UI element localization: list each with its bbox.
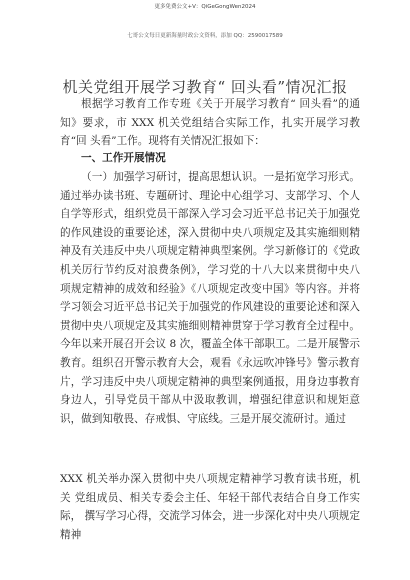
section-heading: 一、工作开展情况 [81,152,166,164]
intro-paragraph: 根据学习教育工作专班《关于开展学习教育“ 回头看”的通知》要求，市 XXX 机关党组结合实际工作，扎实开展学习教育“回 头看”工作。现将有关情况汇报如下： [60,98,360,148]
watermark-header: 更多免费公文+V：QiGeGongWen2024 [154,4,256,10]
document-title: 机关党组开展学习教育“ 回头看”情况汇报 [62,78,348,96]
notice-line: 七哥公文每日更新海量时政公文资料，添加 QQ：2590017589 [127,33,283,39]
body-paragraph: （一）加强学习研讨，提高思想认识。一是拓宽学习形式。通过举办读书班、专题研讨、理论中心组学习、支部学习、个人自学等形式，组织党员干部深入学习会习近平总书记关于加强党的作风建设的重要论述，深入贯彻中央八项规定及其实施细则精神及有关违反中央八项规定精神典型案例。学习新修订的《党政机关厉行节约反对浪费条例》，学习党的十八大以来贯彻中央八项规定精神的成效和经验》《八项规定改变中国》等内容。并将学习领会习近平总书记关于加强党的作风建设的重要论述和深入贯彻中央八项规定及其实施细则精神贯穿于学习教育全过程中。今年以来开展召开会议 8 次，覆盖全体干部职工。二是开展警示教育。组织召开警示教育大会，观看《永远吹冲锋号》警示教育片，学习违反中央八项规定精神的典型案例通报，用身边事教育身边人，引导党员干部从中汲取教训，增强纪律意识和规矩意识，做到知敬畏、存戒惧、守底线。三是开展交流研讨。通过 [60,171,360,425]
body-paragraph-continued: XXX 机关举办深入贯彻中央八项规定精神学习教育读书班，机关 党组成员、相关专委会主任、年轻干部代表结合自身工作实际， 撰写学习心得，交流学习体会，进一步深化对中央八项规定精神 [60,473,360,541]
